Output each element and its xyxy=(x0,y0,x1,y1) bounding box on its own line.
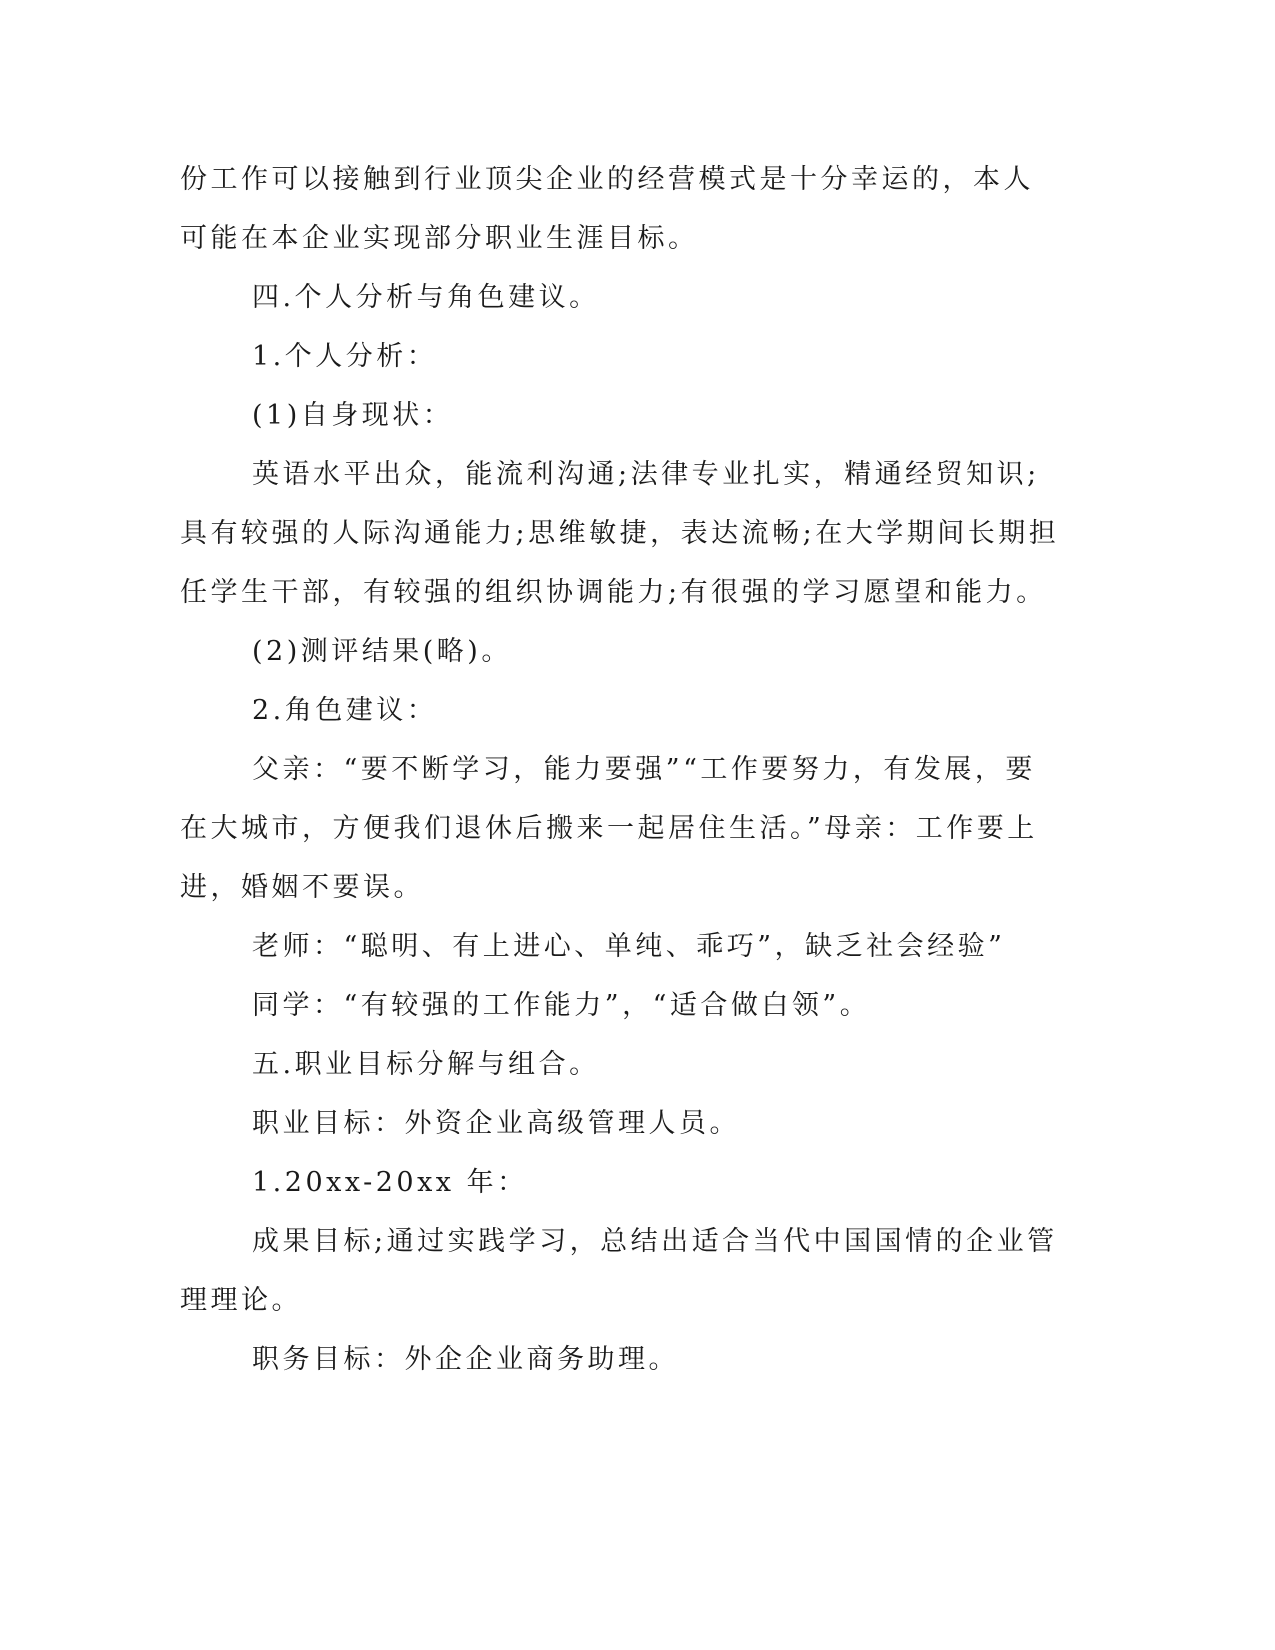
paragraph-outcome-goal: 成果目标;通过实践学习，总结出适合当代中国国情的企业管理理论。 xyxy=(180,1226,1058,1316)
section-heading-4: 四.个人分析与角色建议。 xyxy=(252,282,600,313)
subheading-period-1: 1.20xx-20xx 年： xyxy=(252,1167,528,1198)
subheading-personal-analysis: 1.个人分析： xyxy=(252,341,438,372)
subheading-role-suggestions: 2.角色建议： xyxy=(252,695,438,726)
paragraph-strengths: 英语水平出众，能流利沟通;法律专业扎实，精通经贸知识;具有较强的人际沟通能力;思维敏捷，表达流畅;在大学期间长期担任学生干部，有较强的组织协调能力;有很强的学习愿望和能力。 xyxy=(180,459,1060,608)
paragraph-parents: 父亲：“要不断学习，能力要强”“工作要努力，有发展，要在大城市，方便我们退休后搬来一起居住生活。”母亲：工作要上进，婚姻不要误。 xyxy=(180,754,1038,903)
paragraph-position-goal: 职务目标：外企企业商务助理。 xyxy=(252,1344,679,1375)
paragraph-career-goal: 职业目标：外资企业高级管理人员。 xyxy=(252,1108,740,1139)
subheading-assessment-result: (2)测评结果(略)。 xyxy=(252,636,512,667)
subheading-current-status: (1)自身现状： xyxy=(252,400,454,431)
paragraph-teacher: 老师：“聪明、有上进心、单纯、乖巧”，缺乏社会经验” xyxy=(252,931,1006,962)
section-heading-5: 五.职业目标分解与组合。 xyxy=(252,1049,600,1080)
paragraph-classmates: 同学：“有较强的工作能力”，“适合做白领”。 xyxy=(252,990,871,1021)
paragraph-continuation: 份工作可以接触到行业顶尖企业的经营模式是十分幸运的，本人可能在本企业实现部分职业生涯目标。 xyxy=(180,164,1034,254)
document-body xyxy=(180,150,1060,1389)
